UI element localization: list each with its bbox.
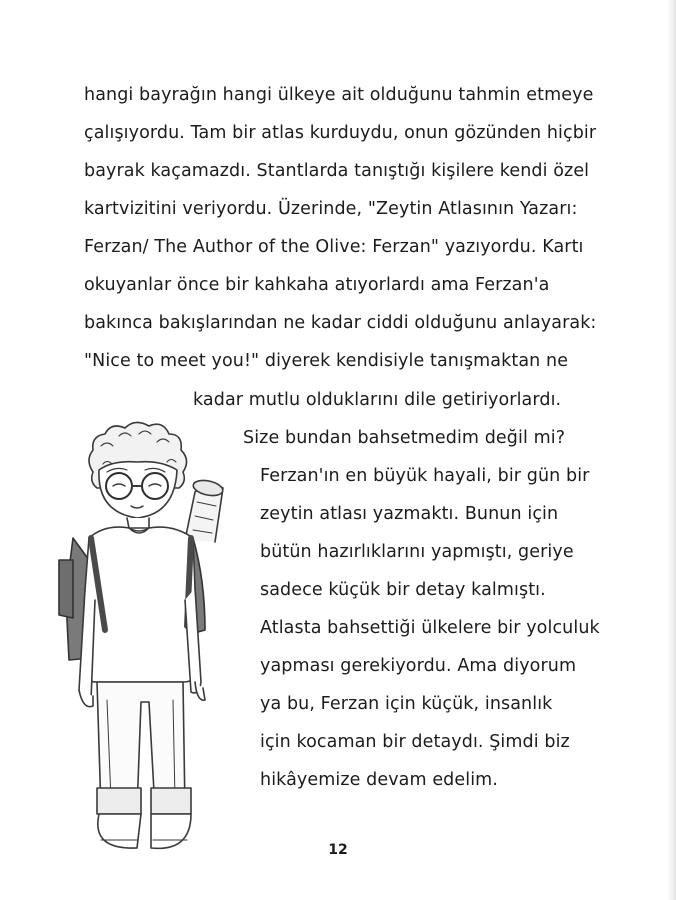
trousers (97, 682, 191, 814)
boy-illustration (45, 420, 255, 860)
page-number: 12 (328, 842, 348, 858)
text-line-13: bütün hazırlıklarını yapmıştı, geriye (260, 542, 574, 562)
text-line-2: çalışıyordu. Tam bir atlas kurduydu, onun gözünden hiçbir (84, 123, 597, 143)
rolled-map (185, 478, 224, 542)
sweater (79, 518, 205, 707)
text-line-1: hangi bayrağın hangi ülkeye ait olduğunu tahmin etmeye (84, 85, 594, 105)
page-edge-shadow (666, 0, 676, 900)
text-line-12: zeytin atlası yazmaktı. Bunun için (260, 504, 559, 524)
text-line-19: hikâyemize devam edelim. (260, 770, 498, 790)
text-line-14: sadece küçük bir detay kalmıştı. (260, 580, 546, 600)
face (99, 462, 177, 518)
text-line-15: Atlasta bahsettiği ülkelere bir yolculuk (260, 618, 600, 638)
text-line-16: yapması gerekiyordu. Ama diyorum (260, 656, 577, 676)
text-line-18: için kocaman bir detaydı. Şimdi biz (260, 732, 570, 752)
text-line-17: ya bu, Ferzan için küçük, insanlık (260, 694, 553, 714)
text-line-7: bakınca bakışlarından ne kadar ciddi olduğunu anlayarak: (84, 313, 597, 333)
text-line-4: kartvizitini veriyordu. Üzerinde, "Zeytin Atlasının Yazarı: (84, 199, 578, 219)
text-line-10: Size bundan bahsetmedim değil mi? (243, 428, 566, 448)
text-line-8: "Nice to meet you!" diyerek kendisiyle tanışmaktan ne (84, 351, 569, 371)
text-line-5: Ferzan/ The Author of the Olive: Ferzan" yazıyordu. Kartı (84, 237, 584, 257)
text-line-6: okuyanlar önce bir kahkaha atıyorlardı ama Ferzan'a (84, 275, 550, 295)
text-line-3: bayrak kaçamazdı. Stantlarda tanıştığı kişilere kendi özel (84, 161, 590, 181)
text-line-11: Ferzan'ın en büyük hayali, bir gün bir (260, 466, 590, 486)
text-line-9: kadar mutlu olduklarını dile getiriyorlardı. (193, 390, 562, 410)
